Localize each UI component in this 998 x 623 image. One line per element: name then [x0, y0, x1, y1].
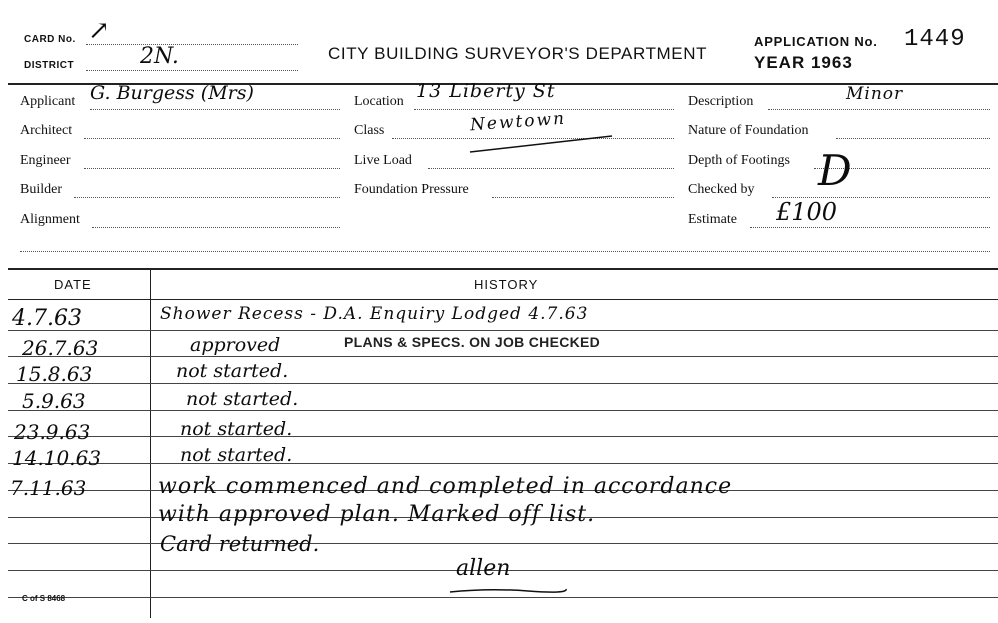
class-label: Class — [354, 123, 385, 138]
entry-date: 4.7.63 — [12, 306, 82, 331]
blank-line-1 — [20, 251, 990, 252]
entry-text: Shower Recess - D.A. Enquiry Lodged 4.7.63 — [160, 304, 589, 324]
district-line — [86, 70, 298, 71]
applicant-label: Applicant — [20, 94, 76, 109]
application-no: 1449 — [904, 26, 966, 53]
foundation-pressure-label: Foundation Pressure — [354, 182, 469, 197]
applicant-line — [90, 109, 340, 110]
application-no-label: APPLICATION No. — [754, 34, 878, 49]
ruled-line — [8, 410, 998, 411]
card-no-label: CARD No. — [24, 34, 76, 45]
location-value: 13 Liberty St — [416, 80, 556, 102]
ruled-line — [8, 356, 998, 357]
history-header: HISTORY — [474, 277, 539, 292]
estimate-label: Estimate — [688, 212, 737, 227]
entry-date: 23.9.63 — [14, 420, 91, 444]
district-value: 2N. — [140, 44, 179, 69]
checked-by-label: Checked by — [688, 182, 755, 197]
department-title: CITY BUILDING SURVEYOR'S DEPARTMENT — [328, 44, 708, 63]
entry-text: not started. — [180, 444, 293, 466]
date-column-divider — [150, 268, 151, 618]
checked-stamp: PLANS & SPECS. ON JOB CHECKED — [344, 334, 601, 350]
nature-of-foundation-label: Nature of Foundation — [688, 123, 809, 138]
class-value: Newtown — [469, 108, 567, 136]
engineer-line — [84, 168, 340, 169]
builder-label: Builder — [20, 182, 62, 197]
description-value: Minor — [846, 84, 904, 104]
location-label: Location — [354, 94, 404, 109]
signature: allen — [456, 556, 511, 581]
entry-text: not started. — [180, 418, 293, 440]
engineer-label: Engineer — [20, 153, 71, 168]
ruled-line — [8, 383, 998, 384]
architect-label: Architect — [20, 123, 73, 138]
entry-text: work commenced and completed in accordance — [158, 474, 733, 499]
alignment-label: Alignment — [20, 212, 80, 227]
alignment-line — [92, 227, 340, 228]
nature-of-foundation-line — [836, 138, 990, 139]
estimate-value: £100 — [776, 198, 838, 226]
checked-by-value: D — [818, 146, 852, 195]
header-bottom-rule — [8, 299, 998, 300]
ruled-line — [8, 463, 998, 464]
live-load-label: Live Load — [354, 153, 412, 168]
ruled-line — [8, 543, 998, 544]
date-header: DATE — [54, 277, 92, 292]
entry-date: 5.9.63 — [22, 389, 86, 413]
ruled-line — [8, 597, 998, 598]
entry-date: 14.10.63 — [12, 446, 102, 470]
card-no-mark: ↗ — [88, 16, 110, 46]
live-load-line — [428, 168, 674, 169]
description-label: Description — [688, 94, 754, 109]
card-no-line — [86, 44, 298, 45]
builder-line — [74, 197, 340, 198]
table-top-rule — [8, 268, 998, 270]
district-label: DISTRICT — [24, 60, 75, 71]
entry-text: not started. — [176, 360, 289, 382]
description-line — [768, 109, 990, 110]
form-code: C of S 8468 — [22, 594, 66, 603]
foundation-pressure-line — [492, 197, 674, 198]
estimate-line — [750, 227, 990, 228]
year-label: YEAR 1963 — [754, 53, 853, 72]
signature-underline — [448, 586, 568, 596]
entry-text: not started. — [186, 388, 299, 410]
continuation-line: Card returned. — [160, 532, 320, 556]
applicant-value: G. Burgess (Mrs) — [90, 82, 254, 104]
entry-date: 26.7.63 — [22, 336, 99, 360]
class-underline — [466, 134, 616, 156]
entry-date: 7.11.63 — [10, 476, 87, 500]
continuation-line: with approved plan. Marked off list. — [158, 502, 596, 527]
ruled-line — [8, 330, 998, 331]
architect-line — [84, 138, 340, 139]
ruled-line — [8, 436, 998, 437]
depth-of-footings-label: Depth of Footings — [688, 153, 790, 168]
entry-date: 15.8.63 — [16, 362, 93, 386]
entry-text: approved — [190, 334, 281, 356]
